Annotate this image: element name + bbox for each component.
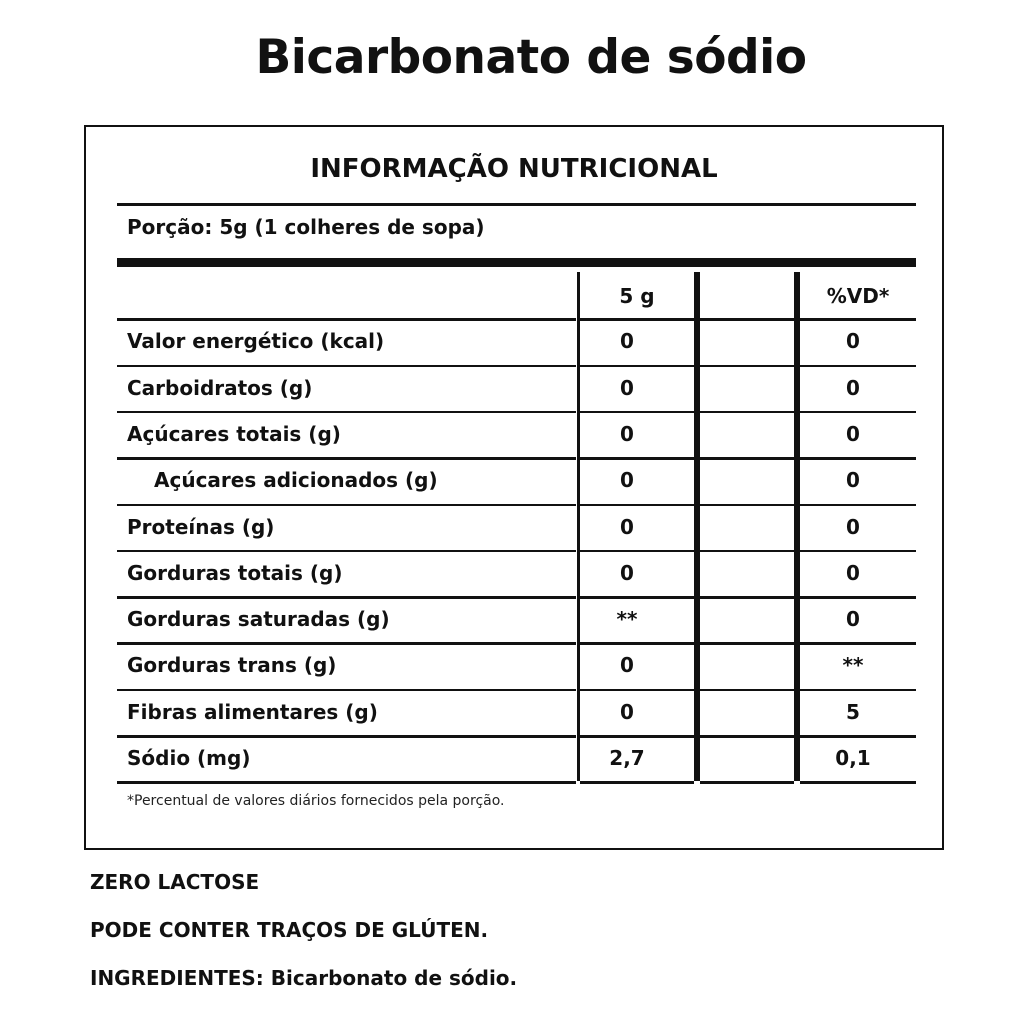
row-divider-vd [800,318,916,321]
row-divider-amount [580,735,694,738]
row-divider-label [117,457,576,460]
row-divider-amount [580,689,694,692]
row-divider-blank [700,735,794,738]
row-divider-label [117,689,576,692]
gluten-warning: PODE CONTER TRAÇOS DE GLÚTEN. [90,918,489,942]
row-divider-vd [800,781,916,784]
nutrient-vd: 0 [846,468,860,493]
row-divider-vd [800,689,916,692]
ingredients-list: INGREDIENTES: Bicarbonato de sódio. [90,966,518,990]
nutrient-vd: 0 [846,375,860,400]
row-divider-label [117,596,576,599]
nutrient-label: Carboidratos (g) [127,375,313,400]
nutrient-label: Açúcares adicionados (g) [154,468,438,493]
row-divider-blank [700,457,794,460]
row-divider-label [117,411,576,414]
nutrient-label: Gorduras trans (g) [127,653,337,678]
column-header-vd: %VD* [826,284,890,308]
nutrient-label: Açúcares totais (g) [127,421,341,446]
row-divider-vd [800,504,916,507]
row-divider-label [117,504,576,507]
row-divider-amount [580,504,694,507]
nutrient-amount: 0 [620,699,634,724]
row-divider-label [117,781,576,784]
row-divider-label [117,735,576,738]
nutrient-vd: 5 [846,699,860,724]
page-title: Bicarbonato de sódio [255,30,807,85]
row-divider-blank [700,689,794,692]
nutrition-heading: INFORMAÇÃO NUTRICIONAL [310,154,718,184]
row-divider-blank [700,781,794,784]
row-divider-vd [800,642,916,645]
portion-size: Porção: 5g (1 colheres de sopa) [127,215,485,239]
row-divider-amount [580,550,694,553]
row-divider-vd [800,365,916,368]
row-divider-vd [800,550,916,553]
row-divider-blank [700,365,794,368]
column-divider [697,272,700,781]
zero-lactose-note: ZERO LACTOSE [90,870,260,894]
nutrient-vd: 0 [846,514,860,539]
row-divider-label [117,642,576,645]
row-divider-label [117,550,576,553]
row-divider-amount [580,365,694,368]
nutrient-vd: 0 [846,329,860,354]
divider-top [117,203,916,206]
row-divider-blank [700,550,794,553]
row-divider-blank [700,318,794,321]
nutrient-amount: 0 [620,375,634,400]
nutrition-facts-panel [84,125,944,850]
row-divider-amount [580,318,694,321]
row-divider-amount [580,781,694,784]
row-divider-vd [800,457,916,460]
row-divider-amount [580,596,694,599]
nutrient-amount: 0 [620,329,634,354]
row-divider-label [117,365,576,368]
nutrient-amount: 0 [620,653,634,678]
row-divider-blank [700,504,794,507]
nutrient-vd: 0 [846,421,860,446]
row-divider-vd [800,596,916,599]
row-divider-blank [700,596,794,599]
nutrient-amount: 0 [620,421,634,446]
nutrient-vd: 0,1 [835,746,871,770]
nutrient-amount: 0 [620,514,634,539]
nutrient-label: Gorduras totais (g) [127,560,343,585]
row-divider-label [117,318,576,321]
nutrient-label: Fibras alimentares (g) [127,699,378,724]
nutrient-vd: 0 [846,560,860,585]
nutrient-label: Sódio (mg) [127,746,251,770]
nutrient-label: Gorduras saturadas (g) [127,607,390,632]
divider-thick [117,258,916,267]
row-divider-amount [580,457,694,460]
footnote: *Percentual de valores diários fornecidos pela porção. [127,793,505,810]
nutrient-amount: ** [616,607,638,632]
nutrient-amount: 0 [620,468,634,493]
nutrient-amount: 2,7 [609,746,645,770]
column-header-amount: 5 g [619,284,655,308]
nutrient-label: Valor energético (kcal) [127,329,385,354]
row-divider-amount [580,642,694,645]
nutrient-amount: 0 [620,560,634,585]
nutrient-vd: 0 [846,607,860,632]
row-divider-vd [800,735,916,738]
row-divider-blank [700,642,794,645]
nutrient-vd: ** [842,653,864,678]
row-divider-vd [800,411,916,414]
nutrient-label: Proteínas (g) [127,514,275,539]
row-divider-amount [580,411,694,414]
row-divider-blank [700,411,794,414]
